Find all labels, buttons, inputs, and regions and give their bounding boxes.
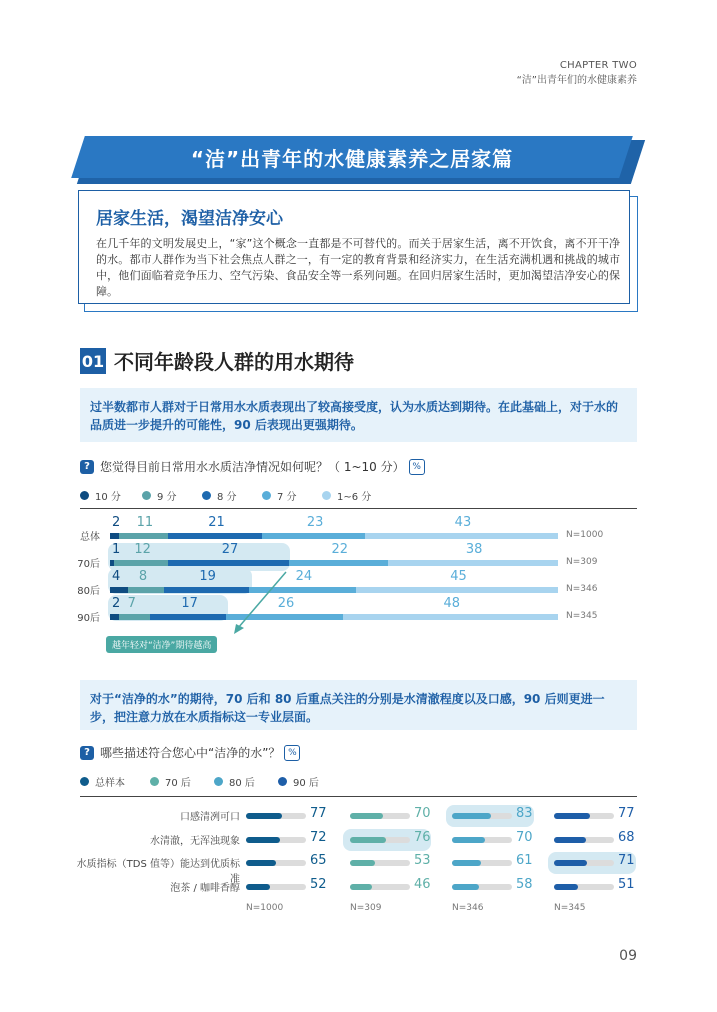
data-label: 65 [310, 853, 327, 868]
legend-label: 1~6 分 [337, 492, 372, 503]
bar [452, 813, 491, 819]
bar [452, 860, 481, 866]
attribute-label: 口感清冽可口 [180, 812, 240, 823]
data-label: 12 [134, 542, 151, 557]
data-label: 26 [277, 596, 295, 611]
bar [246, 884, 270, 890]
data-label: 71 [618, 853, 635, 868]
data-label: 77 [618, 806, 635, 821]
bar [246, 860, 276, 866]
data-label: 52 [310, 876, 327, 892]
data-label: 70 [516, 829, 533, 845]
row-label: 90后 [77, 613, 100, 624]
section-number: 01 [80, 348, 106, 374]
legend-label: 8 分 [217, 492, 237, 503]
banner-title: “洁”出青年的水健康素养之居家篇 [190, 146, 514, 171]
data-label: 7 [127, 596, 136, 611]
bar [452, 884, 479, 890]
sample-size: N=346 [452, 903, 484, 913]
section-title: 不同年龄段人群的用水期待 [114, 350, 354, 374]
data-label: 21 [208, 515, 225, 530]
callout-summary-2: 对于“洁净的水”的期待，70 后和 80 后重点关注的分别是水清澈程度以及口感，90 后则更进一步，把注意力放在水质指标这一专业层面。 [80, 680, 637, 730]
data-label: 8 [138, 569, 148, 584]
data-label: 46 [414, 876, 431, 892]
sample-size: N=1000 [246, 903, 284, 913]
data-label: 61 [516, 853, 533, 868]
bar [554, 813, 590, 819]
sample-size: N=345 [554, 903, 586, 913]
question-icon: ? [80, 746, 94, 760]
data-label: 70 [414, 806, 431, 821]
legend-label: 9 分 [157, 492, 177, 503]
callout-summary-1: 过半数都市人群对于日常用水水质表现出了较高接受度，认为水质达到期待。在此基础上，对于水的品质进一步提升的可能性，90 后表现出更强期待。 [80, 388, 637, 442]
data-label: 58 [516, 876, 533, 892]
bar [246, 837, 280, 843]
legend-label: 70 后 [165, 778, 191, 789]
bar [246, 813, 282, 819]
data-label: 4 [112, 569, 121, 584]
attribute-label: 水清澈，无浑浊现象 [150, 835, 240, 847]
data-label: 53 [414, 853, 431, 868]
bar [350, 860, 375, 866]
row-label: 总体 [80, 532, 100, 543]
percent-icon: % [284, 745, 300, 761]
data-label: 1 [112, 542, 121, 557]
chapter-label: CHAPTER TWO [559, 60, 637, 71]
data-label: 48 [443, 596, 461, 611]
data-label: 24 [295, 569, 313, 584]
sample-size: N=309 [566, 557, 598, 567]
legend-label: 80 后 [229, 778, 255, 789]
data-label: 38 [465, 542, 483, 557]
legend-label: 90 后 [293, 778, 319, 789]
data-label: 51 [618, 876, 635, 892]
data-label: 23 [306, 515, 324, 530]
legend-label: 总样本 [95, 778, 125, 789]
bar [554, 884, 578, 890]
bar [554, 837, 586, 843]
question-2-text: 哪些描述符合您心中“洁净的水”？ [100, 746, 281, 760]
data-label: 83 [516, 806, 533, 821]
question-1-text: 您觉得目前日常用水水质洁净情况如何呢？（ 1~10 分） [100, 460, 405, 474]
chapter-subtitle: “洁”出青年们的水健康素养 [516, 75, 637, 86]
data-label: 77 [310, 806, 327, 821]
bar [350, 884, 372, 890]
bar [452, 837, 485, 843]
data-label: 22 [331, 542, 349, 557]
sample-size: N=1000 [566, 530, 604, 540]
data-label: 72 [310, 829, 327, 845]
data-label: 2 [112, 515, 121, 530]
data-label: 27 [221, 542, 239, 557]
data-label: 17 [181, 596, 198, 611]
data-label: 11 [136, 515, 154, 530]
legend-label: 7 分 [277, 492, 297, 503]
bar [554, 860, 587, 866]
data-label: 76 [414, 829, 431, 845]
attribute-label: 水质指标（TDS 值等）能达到优质标准 [76, 859, 240, 885]
sample-size: N=309 [350, 903, 382, 913]
attribute-label: 泡茶 / 咖啡香醇 [170, 882, 240, 894]
row-label: 80后 [77, 586, 100, 597]
data-label: 45 [450, 569, 467, 584]
sample-size: N=345 [566, 611, 598, 621]
chart1-annotation: 越年轻对“洁净”期待越高 [106, 636, 217, 653]
data-label: 43 [454, 515, 472, 530]
data-label: 19 [199, 569, 216, 584]
bar [350, 813, 383, 819]
question-icon: ? [80, 460, 94, 474]
percent-icon: % [409, 459, 425, 475]
intro-title: 居家生活，渴望洁净安心 [96, 209, 283, 229]
page-number: 09 [619, 948, 637, 964]
row-label: 70后 [77, 559, 100, 570]
bar [350, 837, 386, 843]
sample-size: N=346 [566, 584, 598, 594]
data-label: 68 [618, 829, 635, 845]
intro-body: 在几千年的文明发展史上，“家”这个概念一直都是不可替代的。而关于居家生活，离不开饮食，离不开干净的水。都市人群作为当下社会焦点人群之一，有一定的教育背景和经济实力，在生活充满机遇和挑战的城市中，他们面临着竞争压力、空气污染、食品安全等一系列问题。在回归居家生活时，更加渴望洁净安心的保障。 [96, 237, 620, 298]
legend-label: 10 分 [95, 492, 121, 503]
data-label: 2 [112, 596, 121, 611]
